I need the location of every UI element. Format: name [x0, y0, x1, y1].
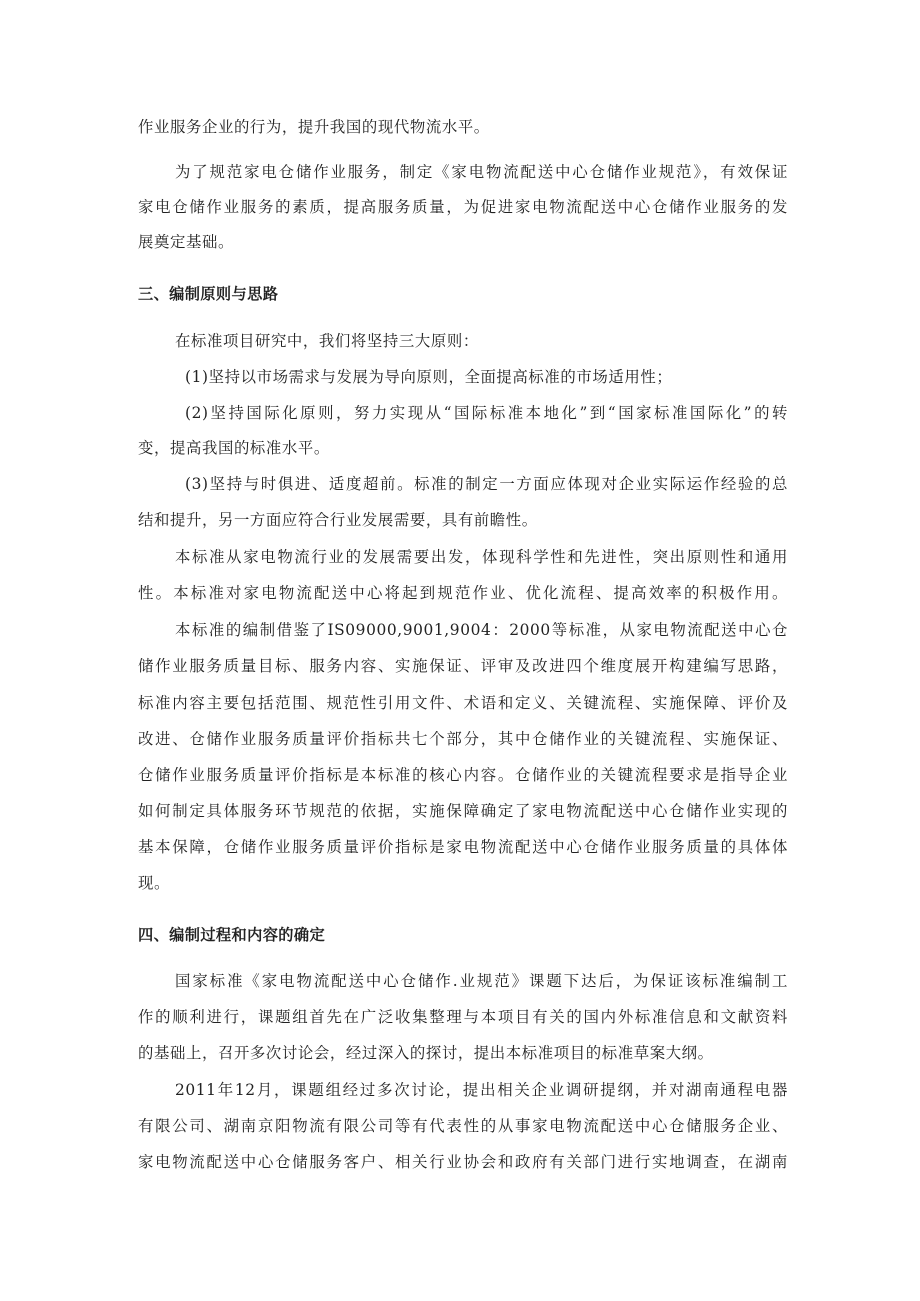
- text-line: 在标准项目研究中，我们将坚持三大原则：: [175, 332, 479, 350]
- text-line: 展奠定基础。: [138, 233, 234, 251]
- text-line: 仓储作业服务质量评价指标是本标准的核心内容。仓储作业的关键流程要求是指导企业: [138, 766, 788, 784]
- text-line: 家电物流配送中心仓储服务客户、相关行业协会和政府有关部门进行实地调查，在湖南: [138, 1153, 788, 1171]
- text-line: 改进、仓储作业服务质量评价指标共七个部分，其中仓储作业的关键流程、实施保证、: [138, 730, 788, 748]
- text-line: 如何制定具体服务环节规范的依据，实施保障确定了家电物流配送中心仓储作业实现的: [138, 802, 788, 820]
- text-line: 本标准的编制借鉴了IS09000,9001,9004：2000等标准，从家电物流配送中心仓: [175, 621, 788, 639]
- text-line: 本标准从家电物流行业的发展需要出发，体现科学性和先进性，突出原则性和通用: [175, 548, 788, 566]
- section-heading: 四、编制过程和内容的确定: [138, 926, 326, 944]
- text-line: 有限公司、湖南京阳物流有限公司等有代表性的从事家电物流配送中心仓储服务企业、: [138, 1117, 788, 1135]
- text-line: 现。: [138, 874, 170, 892]
- section-heading: 三、编制原则与思路: [138, 285, 279, 303]
- text-line: (1)坚持以市场需求与发展为导向原则，全面提高标准的市场适用性；: [185, 368, 673, 386]
- text-line: 性。本标准对家电物流配送中心将起到规范作业、优化流程、提高效率的积极作用。: [138, 584, 788, 602]
- text-line: 基本保障，仓储作业服务质量评价指标是家电物流配送中心仓储作业服务质量的具体体: [138, 838, 788, 856]
- text-line: 的基础上，召开多次讨论会，经过深入的探讨，提出本标准项目的标准草案大纲。: [138, 1044, 714, 1062]
- text-line: 结和提升，另一方面应符合行业发展需要，具有前瞻性。: [138, 511, 538, 529]
- text-line: (3)坚持与时俱进、适度超前。标准的制定一方面应体现对企业实际运作经验的总: [185, 475, 788, 493]
- text-line: 标准内容主要包括范围、规范性引用文件、术语和定义、关键流程、实施保障、评价及: [138, 694, 788, 712]
- text-line: (2)坚持国际化原则，努力实现从“国际标准本地化”到“国家标准国际化”的转: [185, 404, 788, 422]
- text-line: 国家标准《家电物流配送中心仓储作.业规范》课题下达后，为保证该标准编制工: [175, 972, 788, 990]
- text-line: 家电仓储作业服务的素质，提高服务质量，为促进家电物流配送中心仓储作业服务的发: [138, 198, 788, 216]
- text-line: 储作业服务质量目标、服务内容、实施保证、评审及改进四个维度展开构建编写思路，: [138, 657, 788, 675]
- text-line: 变，提高我国的标准水平。: [138, 439, 330, 457]
- text-line: 2011年12月，课题组经过多次讨论，提出相关企业调研提纲，并对湖南通程电器: [175, 1081, 788, 1099]
- text-line: 作的顺利进行，课题组首先在广泛收集整理与本项目有关的国内外标准信息和文献资料: [138, 1008, 788, 1026]
- text-line: 为了规范家电仓储作业服务，制定《家电物流配送中心仓储作业规范》，有效保证: [175, 163, 788, 181]
- text-line: 作业服务企业的行为，提升我国的现代物流水平。: [138, 118, 490, 136]
